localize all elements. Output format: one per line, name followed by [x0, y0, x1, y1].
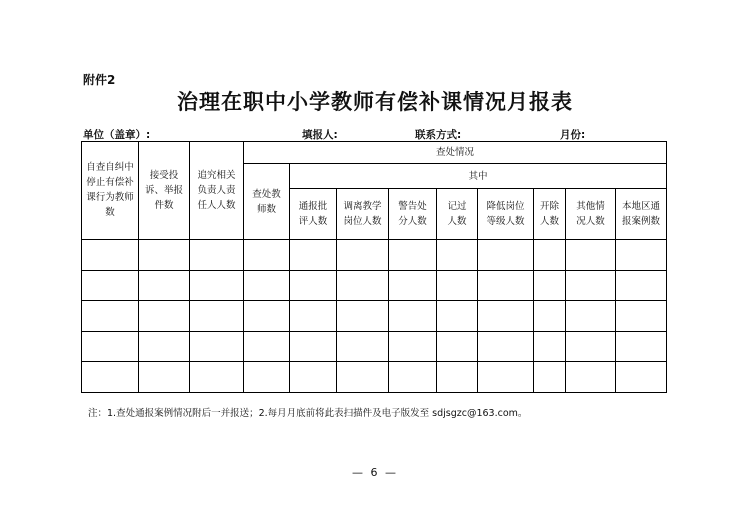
table-cell[interactable] [244, 239, 290, 270]
table-cell[interactable] [337, 331, 389, 362]
sub-header-cell: 通报批评人数 [290, 188, 337, 239]
sub-header-cell: 调离教学岗位人数 [337, 188, 389, 239]
table-cell[interactable] [190, 301, 244, 332]
sub-header-cell: 开除人数 [534, 188, 566, 239]
sub-header-cell: 本地区通报案例数 [616, 188, 667, 239]
table-cell[interactable] [139, 270, 190, 301]
filler-label: 填报人: [302, 129, 338, 141]
sub-header-cell: 记过人数 [437, 188, 478, 239]
table-cell[interactable] [478, 270, 534, 301]
sub-header-cell: 警告处分人数 [389, 188, 437, 239]
table-cell[interactable] [389, 301, 437, 332]
table-cell[interactable] [337, 239, 389, 270]
table-row [82, 239, 667, 270]
table-cell[interactable] [437, 239, 478, 270]
contact-label: 联系方式: [415, 129, 462, 141]
table-cell[interactable] [244, 270, 290, 301]
table-row [82, 362, 667, 393]
table-cell[interactable] [534, 270, 566, 301]
header-investigation-group: 查处情况 [244, 142, 667, 164]
table-cell[interactable] [244, 301, 290, 332]
table-cell[interactable] [337, 301, 389, 332]
header-of-which-group: 其中 [290, 164, 667, 188]
page-title: 治理在职中小学教师有偿补课情况月报表 [177, 89, 573, 114]
table-cell[interactable] [616, 362, 667, 393]
table-cell[interactable] [190, 270, 244, 301]
attachment-label: 附件2 [83, 73, 116, 87]
table-cell[interactable] [478, 301, 534, 332]
table-cell[interactable] [82, 301, 139, 332]
header-self-check: 自查自纠中停止有偿补课行为教师数 [82, 142, 139, 240]
footnote: 注：1.查处通报案例情况附后一并报送；2.每月月底前将此表扫描件及电子版发至 sdjsgzc@163.com。 [88, 408, 528, 419]
month-label: 月份: [560, 129, 586, 141]
header-complaints: 接受投诉、举报件数 [139, 142, 190, 240]
header-investigated: 查处教师数 [244, 164, 290, 240]
table-cell[interactable] [616, 331, 667, 362]
table-cell[interactable] [337, 270, 389, 301]
table-cell[interactable] [389, 239, 437, 270]
table-cell[interactable] [437, 331, 478, 362]
table-cell[interactable] [534, 362, 566, 393]
table-cell[interactable] [290, 301, 337, 332]
page-number: — 6 — [352, 466, 398, 479]
table-cell[interactable] [82, 270, 139, 301]
table-cell[interactable] [437, 301, 478, 332]
table-cell[interactable] [389, 270, 437, 301]
table-cell[interactable] [566, 239, 616, 270]
table-row [82, 331, 667, 362]
table-cell[interactable] [437, 362, 478, 393]
table-cell[interactable] [566, 301, 616, 332]
table-cell[interactable] [566, 362, 616, 393]
table-row [82, 270, 667, 301]
table-cell[interactable] [290, 362, 337, 393]
table-cell[interactable] [190, 239, 244, 270]
table-cell[interactable] [534, 301, 566, 332]
table-cell[interactable] [534, 331, 566, 362]
table-cell[interactable] [616, 301, 667, 332]
table-cell[interactable] [566, 270, 616, 301]
table-cell[interactable] [478, 362, 534, 393]
table-cell[interactable] [244, 362, 290, 393]
unit-label: 单位（盖章）: [83, 129, 151, 141]
header-accountability: 追究相关负责人责任人人数 [190, 142, 244, 240]
table-cell[interactable] [290, 239, 337, 270]
table-cell[interactable] [139, 239, 190, 270]
table-cell[interactable] [616, 270, 667, 301]
table-cell[interactable] [139, 301, 190, 332]
table-cell[interactable] [190, 331, 244, 362]
table-cell[interactable] [566, 331, 616, 362]
table-cell[interactable] [139, 331, 190, 362]
table-cell[interactable] [190, 362, 244, 393]
table-cell[interactable] [478, 239, 534, 270]
report-table [81, 141, 667, 393]
table-cell[interactable] [437, 270, 478, 301]
table-cell[interactable] [82, 362, 139, 393]
table-cell[interactable] [389, 331, 437, 362]
table-cell[interactable] [290, 270, 337, 301]
table-cell[interactable] [139, 362, 190, 393]
table-cell[interactable] [478, 331, 534, 362]
table-cell[interactable] [290, 331, 337, 362]
table-cell[interactable] [534, 239, 566, 270]
sub-header-cell: 降低岗位等级人数 [478, 188, 534, 239]
sub-header-cell: 其他情况人数 [566, 188, 616, 239]
table-cell[interactable] [616, 239, 667, 270]
table-cell[interactable] [82, 239, 139, 270]
table-cell[interactable] [82, 331, 139, 362]
table-cell[interactable] [244, 331, 290, 362]
table-row [82, 301, 667, 332]
table-cell[interactable] [337, 362, 389, 393]
table-cell[interactable] [389, 362, 437, 393]
